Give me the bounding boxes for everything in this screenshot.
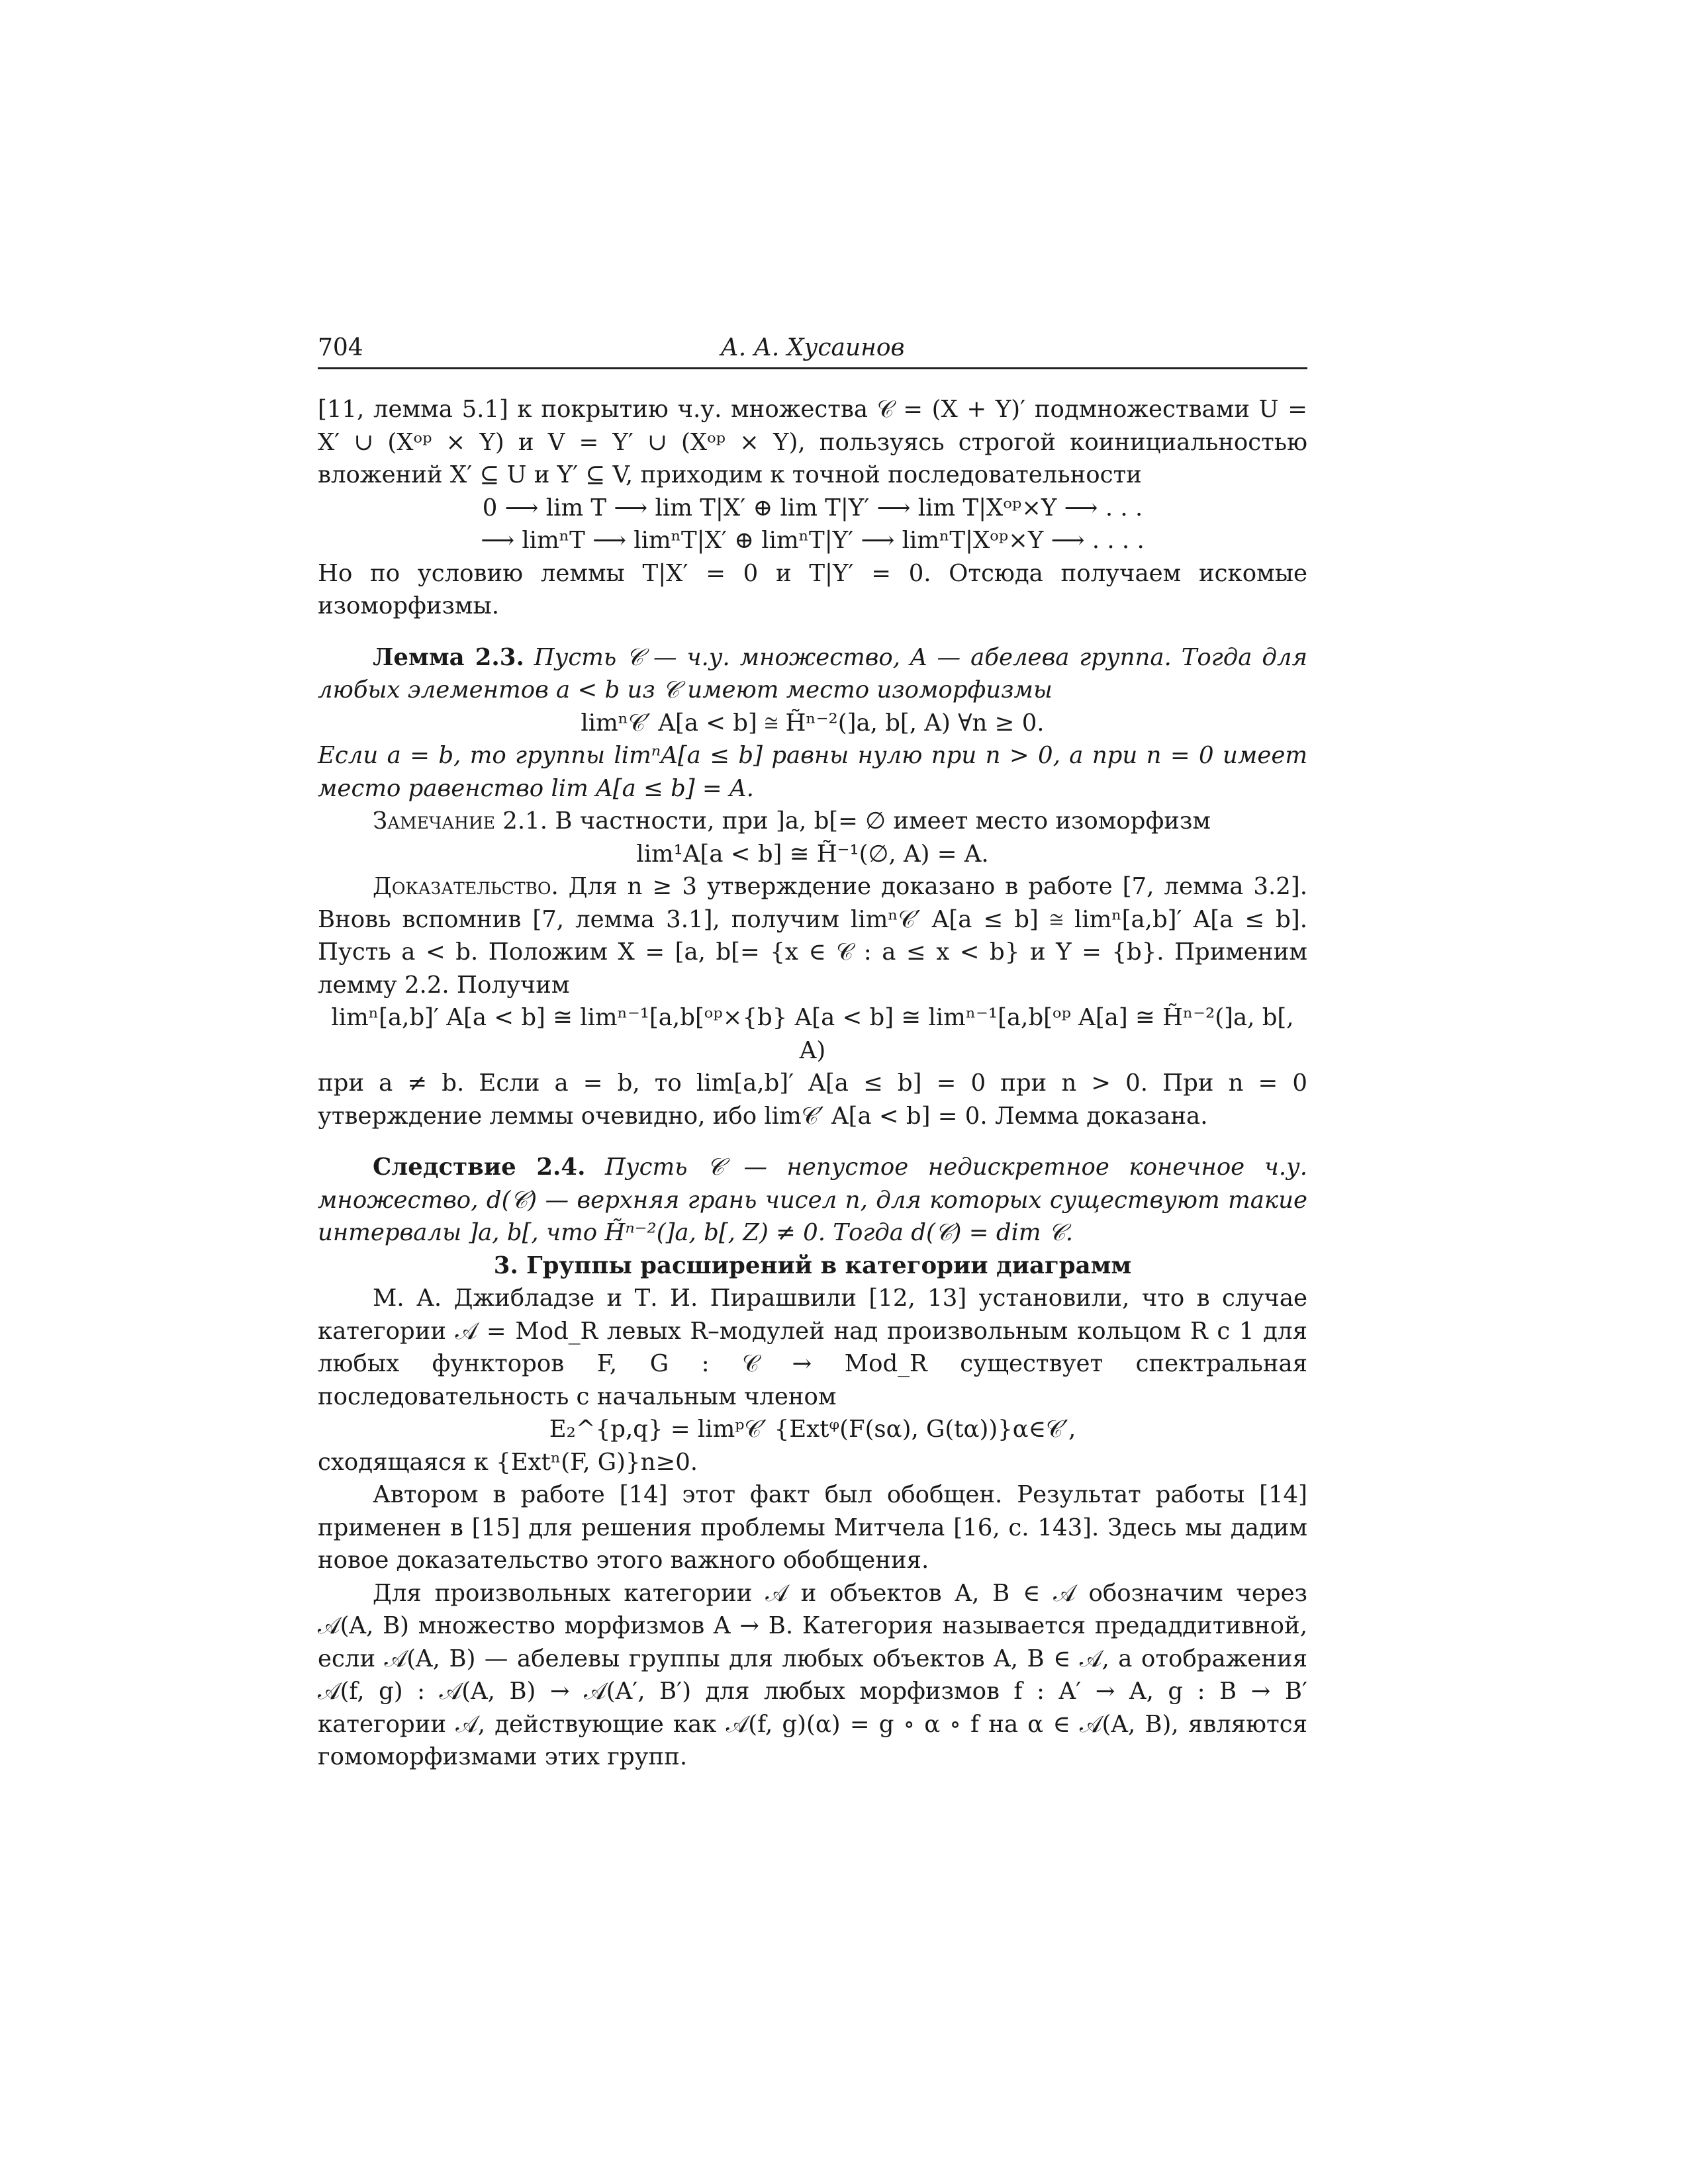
paragraph: Для произвольных категории 𝒜 и объектов A, B ∈ 𝒜 обозначим через 𝒜(A, B) множество морфизмов A → B. Категория называется предаддитивной, если 𝒜(A, B) — абелевы группы для любых объектов A, B ∈ 𝒜, а отображения 𝒜(f, g) : 𝒜(A, B) → 𝒜(A′, B′) для любых морфизмов f : A′ → A, g : B → B′ категории 𝒜, действующие как 𝒜(f, g)(α) = g ∘ α ∘ f на α ∈ 𝒜(A, B), являются гомоморфизмами этих групп.: [318, 1579, 1307, 1770]
corollary-title: Следствие 2.4.: [373, 1154, 586, 1181]
paragraph: [11, лемма 5.1] к покрытию ч.у. множества 𝒞 = (X + Y)′ подмножествами U = X′ ∪ (Xᵒᵖ × Y) и V = Y′ ∪ (Xᵒᵖ × Y), пользуясь строгой коинициальностью вложений X′ ⊆ U и Y′ ⊆ V, приходим к точной последовательности: [318, 396, 1307, 488]
corollary-body: Пусть 𝒞 — непустое недискретное конечное ч.у. множество, d(𝒞) — верхняя грань чисел n, для которых существуют такие интервалы ]a, b[, что H̃ⁿ⁻²(]a, b[, Z) ≠ 0. Тогда d(𝒞) = dim 𝒞.: [318, 1154, 1307, 1246]
page-header: [318, 334, 1307, 369]
equation: limⁿ𝒞′ A[a < b] ≅ H̃ⁿ⁻²(]a, b[, A) ∀n ≥ 0.: [581, 709, 1045, 737]
running-title: А. А. Хусаинов: [720, 334, 905, 361]
page-body: [318, 393, 1307, 1774]
lemma-title: Лемма 2.3.: [373, 643, 524, 671]
section-heading: 3. Группы расширений в категории диаграмм: [493, 1251, 1132, 1279]
lemma-body: Пусть 𝒞 — ч.у. множество, A — абелева группа. Тогда для любых элементов a < b из 𝒞 имеют место изоморфизмы: [318, 643, 1307, 704]
lemma-continuation: Если a = b, то группы limⁿA[a ≤ b] равны нулю при n > 0, а при n = 0 имеет место равенство lim A[a ≤ b] = A.: [318, 742, 1307, 802]
equation: 0 ⟶ lim T ⟶ lim T|X′ ⊕ lim T|Y′ ⟶ lim T|Xᵒᵖ×Y ⟶ . . .: [482, 494, 1143, 522]
paragraph: сходящаяся к {Extⁿ(F, G)}n≥0.: [318, 1448, 698, 1476]
paragraph: при a ≠ b. Если a = b, то lim[a,b]′ A[a ≤ b] = 0 при n > 0. При n = 0 утверждение леммы очевидно, ибо lim𝒞′ A[a < b] = 0. Лемма доказана.: [318, 1069, 1307, 1130]
equation: lim¹A[a < b] ≅ H̃⁻¹(∅, A) = A.: [636, 840, 989, 868]
paragraph: Но по условию леммы T|X′ = 0 и T|Y′ = 0. Отсюда получаем искомые изоморфизмы.: [318, 559, 1307, 619]
page-number: 704: [318, 334, 363, 361]
corollary: [318, 1151, 1307, 1250]
remark-body: В частности, при ]a, b[= ∅ имеет место изоморфизм: [555, 807, 1211, 835]
proof-body: Для n ≥ 3 утверждение доказано в работе [7, лемма 3.2]. Вновь вспомнив [7, лемма 3.1], получим limⁿ𝒞′ A[a ≤ b] ≅ limⁿ[a,b]′ A[a ≤ b]. Пусть a < b. Положим X = [a, b[= {x ∈ 𝒞 : a ≤ x < b} и Y = {b}. Применим лемму 2.2. Получим: [318, 873, 1307, 999]
proof: [318, 870, 1307, 1001]
journal-page: [318, 334, 1307, 1774]
proof-title: Доказательство.: [373, 873, 559, 900]
paragraph: Автором в работе [14] этот факт был обобщен. Результат работы [14] применен в [15] для решения проблемы Митчела [16, с. 143]. Здесь мы дадим новое доказательство этого важного обобщения.: [318, 1481, 1307, 1574]
spacer: [318, 1132, 1307, 1151]
remark-title: Замечание 2.1.: [373, 807, 548, 835]
equation: limⁿ[a,b]′ A[a < b] ≅ limⁿ⁻¹[a,b[ᵒᵖ×{b} A[a < b] ≅ limⁿ⁻¹[a,b[ᵒᵖ A[a] ≅ H̃ⁿ⁻²(]a, b[, A): [331, 1004, 1294, 1064]
equation: ⟶ limⁿT ⟶ limⁿT|X′ ⊕ limⁿT|Y′ ⟶ limⁿT|Xᵒᵖ×Y ⟶ . . . .: [481, 527, 1145, 554]
spacer: [318, 623, 1307, 641]
equation: E₂^{p,q} = limᵖ𝒞′ {Extᵠ(F(sα), G(tα))}α∈𝒞′,: [549, 1416, 1076, 1443]
lemma-statement: [318, 641, 1307, 707]
paragraph: М. А. Джибладзе и Т. И. Пирашвили [12, 13] установили, что в случае категории 𝒜 = Mod_R левых R–модулей над произвольным кольцом R с 1 для любых функторов F, G : 𝒞 → Mod_R существует спектральная последовательность с начальным членом: [318, 1285, 1307, 1410]
remark: [318, 805, 1307, 838]
